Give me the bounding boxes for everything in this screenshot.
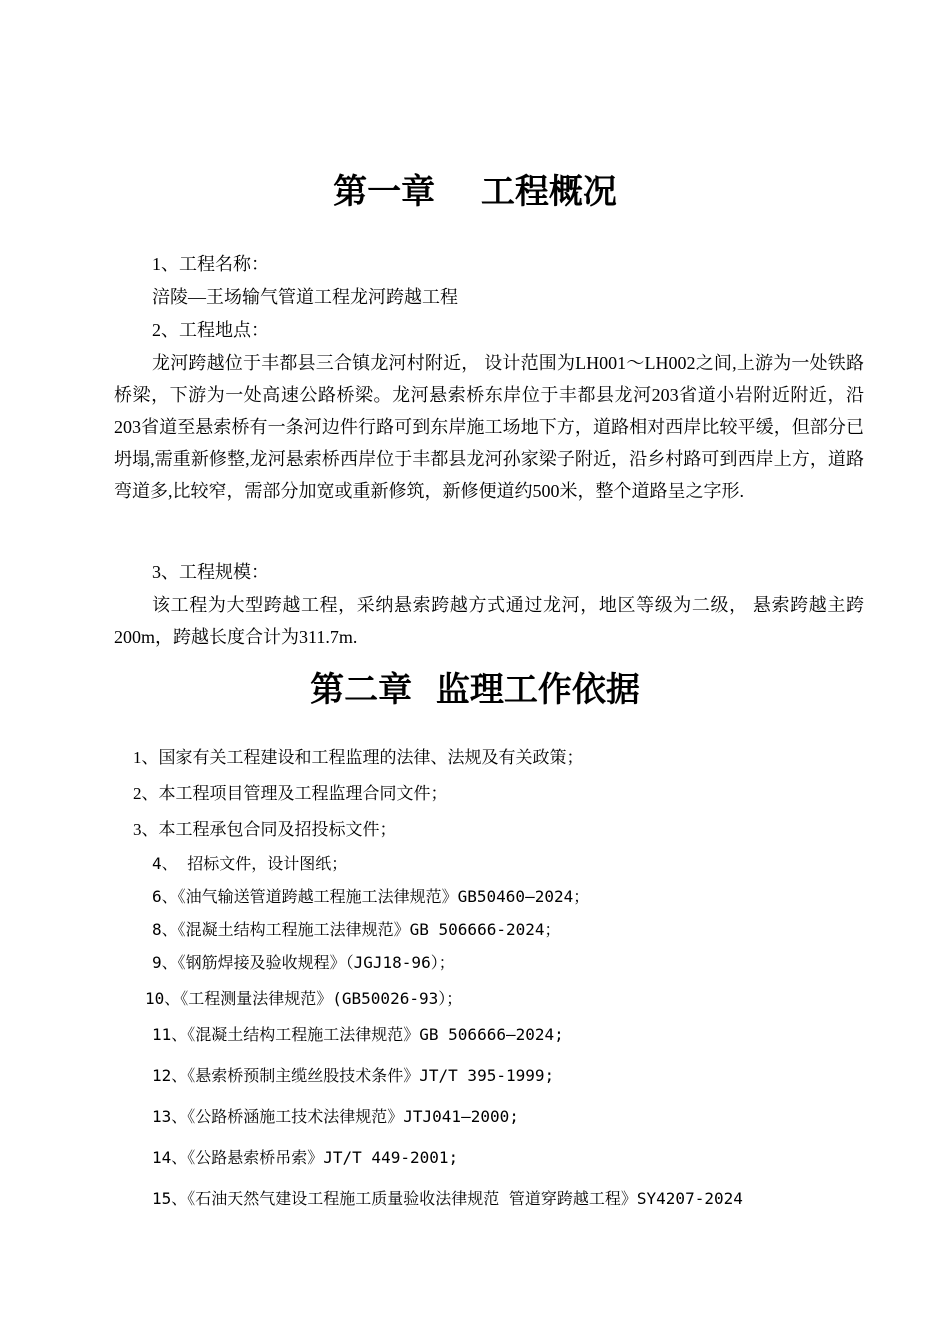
basis-item: 2、本工程项目管理及工程监理合同文件； — [133, 784, 448, 803]
item-3-label: 3、工程规模： — [152, 562, 269, 582]
basis-item: 6、《油气输送管道跨越工程施工法律规范》GB50460—2024； — [152, 887, 590, 906]
item-1-value: 涪陵—王场输气管道工程龙河跨越工程 — [152, 287, 458, 307]
basis-item: 1、国家有关工程建设和工程监理的法律、法规及有关政策； — [133, 748, 584, 767]
basis-item: 8、《混凝土结构工程施工法律规范》GB 506666-2024； — [152, 920, 561, 939]
basis-item: 9、《钢筋焊接及验收规程》（JGJ18-96）； — [152, 953, 455, 972]
basis-item: 4、 招标文件，设计图纸； — [152, 854, 348, 873]
chapter-1-title: 第一章 工程概况 — [333, 172, 617, 212]
chapter-2-title: 第二章 监理工作依据 — [310, 670, 640, 710]
basis-item: 12、《悬索桥预制主缆丝股技术条件》JT/T 395-1999; — [152, 1066, 555, 1085]
item-3-paragraph: 该工程为大型跨越工程，采纳悬索跨越方式通过龙河，地区等级为二级， 悬索跨越主跨200m，跨越长度合计为311.7m. — [114, 595, 864, 647]
basis-item: 3、本工程承包合同及招投标文件； — [133, 820, 397, 839]
basis-item: 10、《工程测量法律规范》(GB50026-93）； — [145, 989, 463, 1008]
basis-item: 15、《石油天然气建设工程施工质量验收法律规范 管道穿跨越工程》SY4207-2024 — [152, 1189, 743, 1208]
item-2-label: 2、工程地点： — [152, 320, 269, 340]
basis-item: 11、《混凝土结构工程施工法律规范》GB 506666—2024; — [152, 1025, 564, 1044]
basis-item: 14、《公路悬索桥吊索》JT/T 449-2001; — [152, 1148, 459, 1167]
item-1-label: 1、工程名称： — [152, 254, 269, 274]
item-2-paragraph: 龙河跨越位于丰都县三合镇龙河村附近， 设计范围为LH001～LH002之间,上游为一处铁路桥梁，下游为一处高速公路桥梁。龙河悬索桥东岸位于丰都县龙河203省道小岩附近附近，沿203省道至悬索桥有一条河边件行路可到东岸施工场地下方，道路相对西岸比较平缓，但部分已坍塌,需重新修整,龙河悬索桥西岸位于丰都县龙河孙家梁子附近，沿乡村路可到西岸上方，道路弯道多,比较窄，需部分加宽或重新修筑，新修便道约500米，整个道路呈之字形. — [114, 353, 864, 501]
basis-item: 13、《公路桥涵施工技术法律规范》JTJ041—2000; — [152, 1107, 519, 1126]
